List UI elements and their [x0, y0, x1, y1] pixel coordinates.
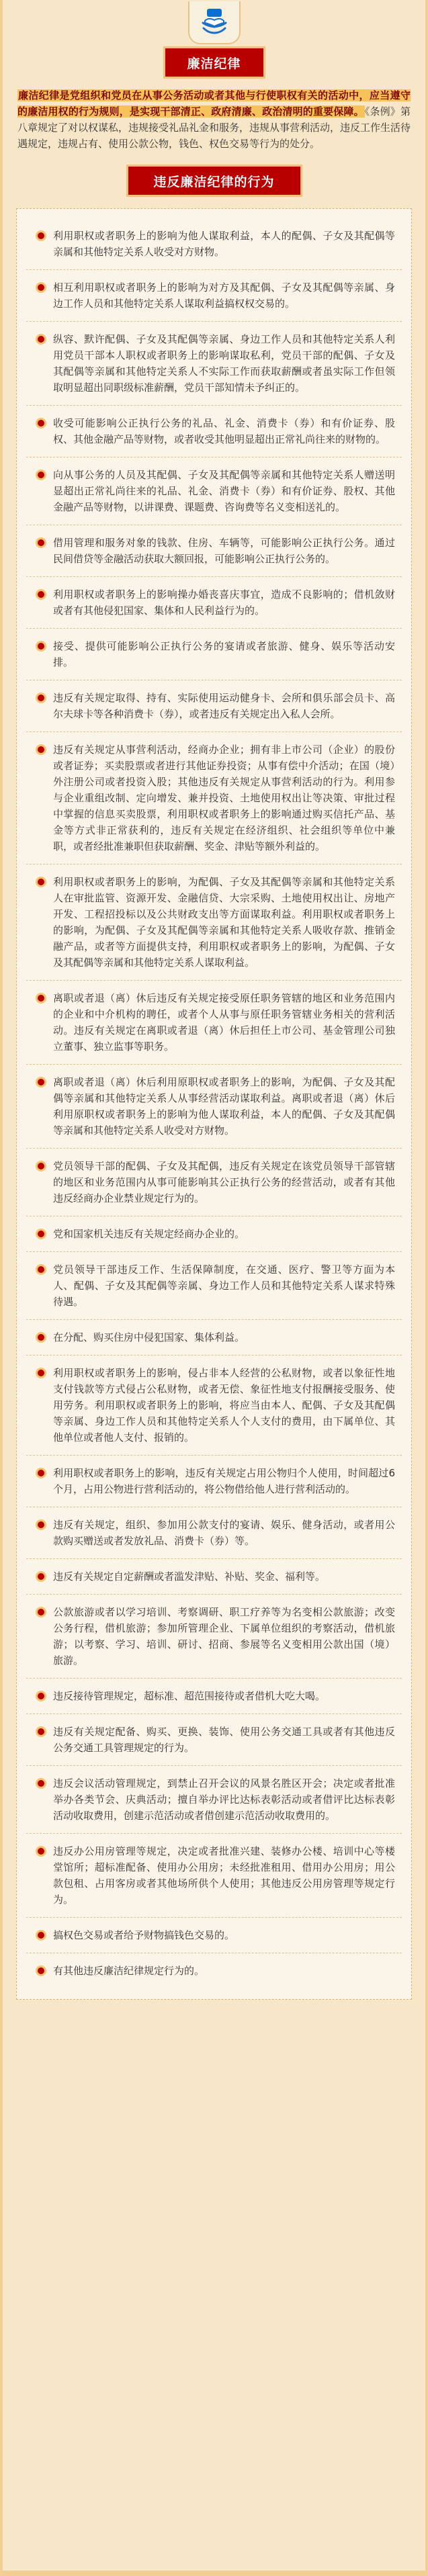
rule-text: 借用管理和服务对象的钱款、住房、车辆等，可能影响公正执行公务。通过民间借贷等金融活动获取大额回报，可能影响公正执行公务的。 [53, 537, 395, 565]
bullet-dot-icon [36, 1332, 46, 1343]
rule-text: 违反有关规定，组织、参加用公款支付的宴请、娱乐、健身活动，或者用公款购买赠送或者发放礼品、消费卡（券）等。 [53, 1519, 395, 1547]
list-item [26, 1679, 402, 1714]
bullet-dot-icon [36, 589, 46, 600]
rule-text: 利用职权或者职务上的影响，侵占非本人经营的公私财物，或者以象征性地支付钱款等方式侵占公私财物，或者无偿、象征性地支付报酬接受服务、使用劳务。利用职权或者职务上的影响，将应当由本人、配偶、子女及其配偶等亲属、身边工作人员和其他特定关系人个人支付的费用，由下属单位、其他单位或者他人支付、报销的。 [53, 1367, 395, 1444]
bullet-dot-icon [36, 1368, 46, 1378]
bullet-dot-icon [36, 693, 46, 703]
list-item [26, 981, 402, 1065]
bullet-dot-icon [36, 993, 46, 1004]
list-item [26, 864, 402, 981]
rule-text: 接受、提供可能影响公正执行公务的宴请或者旅游、健身、娱乐等活动安排。 [53, 640, 395, 668]
bullet-dot-icon [36, 1229, 46, 1239]
list-item [26, 1507, 402, 1559]
list-item [26, 1065, 402, 1149]
bullet-dot-icon [36, 1778, 46, 1789]
bullet-dot-icon [36, 1607, 46, 1617]
list-item [26, 577, 402, 629]
list-item [26, 457, 402, 525]
hands-holding-symbol-icon [188, 1, 241, 44]
rule-text: 相互利用职权或者职务上的影响为对方及其配偶、子女及其配偶等亲属、身边工作人员和其他特定关系人谋取利益搞权权交易的。 [53, 281, 395, 310]
rule-text: 向从事公务的人员及其配偶、子女及其配偶等亲属和其他特定关系人赠送明显超出正常礼尚往来的礼品、礼金、消费卡（券）和有价证券、股权、其他金融产品等财物，以讲课费、课题费、咨询费等名义变相送礼的。 [53, 469, 395, 513]
rule-text: 利用职权或者职务上的影响，违反有关规定占用公物归个人使用，时间超过6个月，占用公物进行营利活动的，将公物借给他人进行营利活动的。 [53, 1467, 395, 1495]
list-item [26, 1252, 402, 1320]
list-item [26, 1595, 402, 1679]
list-item [26, 1149, 402, 1216]
list-item [26, 732, 402, 864]
list-item [26, 270, 402, 322]
bullet-dot-icon [36, 1519, 46, 1530]
rule-text: 公款旅游或者以学习培训、考察调研、职工疗养等为名变相公款旅游；改变公务行程，借机旅游；参加所管理企业、下属单位组织的考察活动，借机旅游；以考察、学习、培训、研讨、招商、参展等名义变相用公款出国（境）旅游。 [53, 1606, 395, 1667]
rule-text: 离职或者退（离）休后违反有关规定接受原任职务管辖的地区和业务范围内的企业和中介机构的聘任，或者个人从事与原任职务管辖业务相关的营利活动。违反有关规定在离职或者退（离）休后担任上市公司、基金管理公司独立董事、独立监事等职务。 [53, 992, 395, 1053]
rule-text: 违反有关规定配备、购买、更换、装饰、使用公务交通工具或者有其他违反公务交通工具管理规定的行为。 [53, 1726, 395, 1754]
list-item [26, 1216, 402, 1252]
bullet-dot-icon [36, 1077, 46, 1087]
list-item [26, 1834, 402, 1918]
rule-text: 党和国家机关违反有关规定经商办企业的。 [53, 1228, 245, 1240]
list-item [26, 629, 402, 680]
rule-text: 收受可能影响公正执行公务的礼品、礼金、消费卡（券）和有价证券、股权、其他金融产品等财物，或者收受其他明显超出正常礼尚往来的财物的。 [53, 417, 395, 445]
list-item [26, 1356, 402, 1456]
rule-text: 违反有关规定从事营利活动，经商办企业；拥有非上市公司（企业）的股份或者证券；买卖股票或者进行其他证券投资；从事有偿中介活动；在国（境）外注册公司或者投资入股；其他违反有关规定从事营利活动的行为。利用参与企业重组改制、定向增发、兼并投资、土地使用权出让等决策、审批过程中掌握的信息买卖股票，利用职权或者职务上的影响通过购买信托产品、基金等方式非正常获利的，违反有关规定在经济组织、社会组织等单位中兼职，或者经批准兼职但获取薪酬、奖金、津贴等额外利益的。 [53, 744, 395, 852]
rule-text: 违反有关规定取得、持有、实际使用运动健身卡、会所和俱乐部会员卡、高尔夫球卡等各种消费卡（券），或者违反有关规定出入私人会所。 [53, 692, 395, 720]
rule-text: 搞权色交易或者给予财物搞钱色交易的。 [53, 1929, 235, 1941]
rule-text: 有其他违反廉洁纪律规定行为的。 [53, 1965, 205, 1977]
bullet-dot-icon [36, 1965, 46, 1976]
bullet-dot-icon [36, 1691, 46, 1701]
bullet-dot-icon [36, 1161, 46, 1171]
rule-text: 违反办公用房管理等规定，决定或者批准兴建、装修办公楼、培训中心等楼堂馆所；超标准配备、使用办公用房；未经批准租用、借用办公用房；用公款包租、占用客房或者其他场所供个人使用；其他违反公用房管理等规定行为。 [53, 1845, 395, 1906]
rules-list [16, 208, 412, 2000]
list-item [26, 1559, 402, 1595]
list-item [26, 1320, 402, 1356]
page-title: 廉洁纪律 [165, 48, 263, 77]
rule-text: 利用职权或者职务上的影响，为配偶、子女及其配偶等亲属和其他特定关系人在审批监管、资源开发、金融信贷、大宗采购、土地使用权出让、房地产开发、工程招投标以及公共财政支出等方面谋取利益。利用职权或者职务上的影响，为配偶、子女及其配偶等亲属和其他特定关系人吸收存款、推销金融产品，或者等方面提供支持，利用职权或者职务上的影响，为配偶、子女及其配偶等亲属和其他特定关系人谋取利益。 [53, 876, 395, 969]
list-item [26, 1953, 402, 1988]
intro-highlight: 廉洁纪律是党组织和党员在从事公务活动或者其他与行使职权有关的活动中，应当遵守的廉洁用权的行为规则，是实现干部清正、政府清廉、政治清明的重要保障。 [17, 89, 411, 118]
section-title: 违反廉洁纪律的行为 [128, 167, 300, 195]
bullet-dot-icon [36, 334, 46, 345]
rule-text: 党员领导干部的配偶、子女及其配偶，违反有关规定在该党员领导干部管辖的地区和业务范围内从事可能影响其公正执行公务的经营活动，或者有其他违反经商办企业禁业规定行为的。 [53, 1160, 395, 1204]
rule-text: 违反接待管理规定，超标准、超范围接待或者借机大吃大喝。 [53, 1690, 326, 1702]
list-item [26, 1766, 402, 1834]
bullet-dot-icon [36, 470, 46, 480]
top-band [16, 0, 412, 48]
rule-text: 利用职权或者职务上的影响为他人谋取利益，本人的配偶、子女及其配偶等亲属和其他特定关系人收受对方财物。 [53, 230, 395, 258]
rule-text: 违反会议活动管理规定，到禁止召开会议的风景名胜区开会；决定或者批准举办各类节会、庆典活动；擅自举办评比达标表彰活动或者借评比达标表彰活动收取费用，创建示范活动或者借创建示范活动收取费用的。 [53, 1777, 395, 1822]
bullet-dot-icon [36, 641, 46, 652]
bullet-dot-icon [36, 1468, 46, 1478]
list-item [26, 1714, 402, 1766]
bullet-dot-icon [36, 537, 46, 548]
rule-text: 利用职权或者职务上的影响操办婚丧喜庆事宜，造成不良影响的；借机敛财或者有其他侵犯国家、集体和人民利益行为的。 [53, 588, 395, 617]
bullet-dot-icon [36, 1571, 46, 1582]
bullet-dot-icon [36, 744, 46, 755]
list-item [26, 1918, 402, 1953]
bullet-dot-icon [36, 1726, 46, 1737]
rule-text: 纵容、默许配偶、子女及其配偶等亲属、身边工作人员和其他特定关系人利用党员干部本人职权或者职务上的影响谋取私利，党员干部的配偶、子女及其配偶等亲属和其他特定关系人不实际工作而获取薪酬或者虽实际工作但领取明显超出同职级标准薪酬，党员干部知情未予纠正的。 [53, 333, 395, 394]
intro-text: 《条例》第八章规定了对以权谋私，违规接受礼品礼金和服务，违规从事营利活动，违反工作生活待遇规定，违规占有、使用公款公物，钱色、权色交易等行为的处分。 [17, 105, 411, 150]
bullet-dot-icon [36, 1264, 46, 1275]
rule-text: 离职或者退（离）休后利用原职权或者职务上的影响，为配偶、子女及其配偶等亲属和其他特定关系人从事经营活动谋取利益。离职或者退（离）休后利用原职权或者职务上的影响为他人谋取利益，本人的配偶、子女及其配偶等亲属和其他特定关系人收受对方财物。 [53, 1076, 395, 1137]
bullet-dot-icon [36, 1930, 46, 1941]
bullet-dot-icon [36, 230, 46, 241]
bullet-dot-icon [36, 282, 46, 293]
rule-text: 在分配、购买住房中侵犯国家、集体利益。 [53, 1331, 245, 1343]
intro-paragraph [16, 87, 412, 152]
list-item [26, 525, 402, 577]
list-item [26, 322, 402, 406]
list-item [26, 218, 402, 270]
bullet-dot-icon [36, 1846, 46, 1857]
bullet-dot-icon [36, 877, 46, 887]
bullet-dot-icon [36, 418, 46, 429]
bottom-border [3, 2571, 425, 2576]
rule-text: 违反有关规定自定薪酬或者滥发津贴、补贴、奖金、福利等。 [53, 1570, 326, 1583]
list-item [26, 1456, 402, 1507]
rule-text: 党员领导干部违反工作、生活保障制度，在交通、医疗、警卫等方面为本人、配偶、子女及其配偶等亲属、身边工作人员和其他特定关系人谋求特殊待遇。 [53, 1263, 395, 1308]
list-item [26, 680, 402, 732]
list-item [26, 406, 402, 457]
